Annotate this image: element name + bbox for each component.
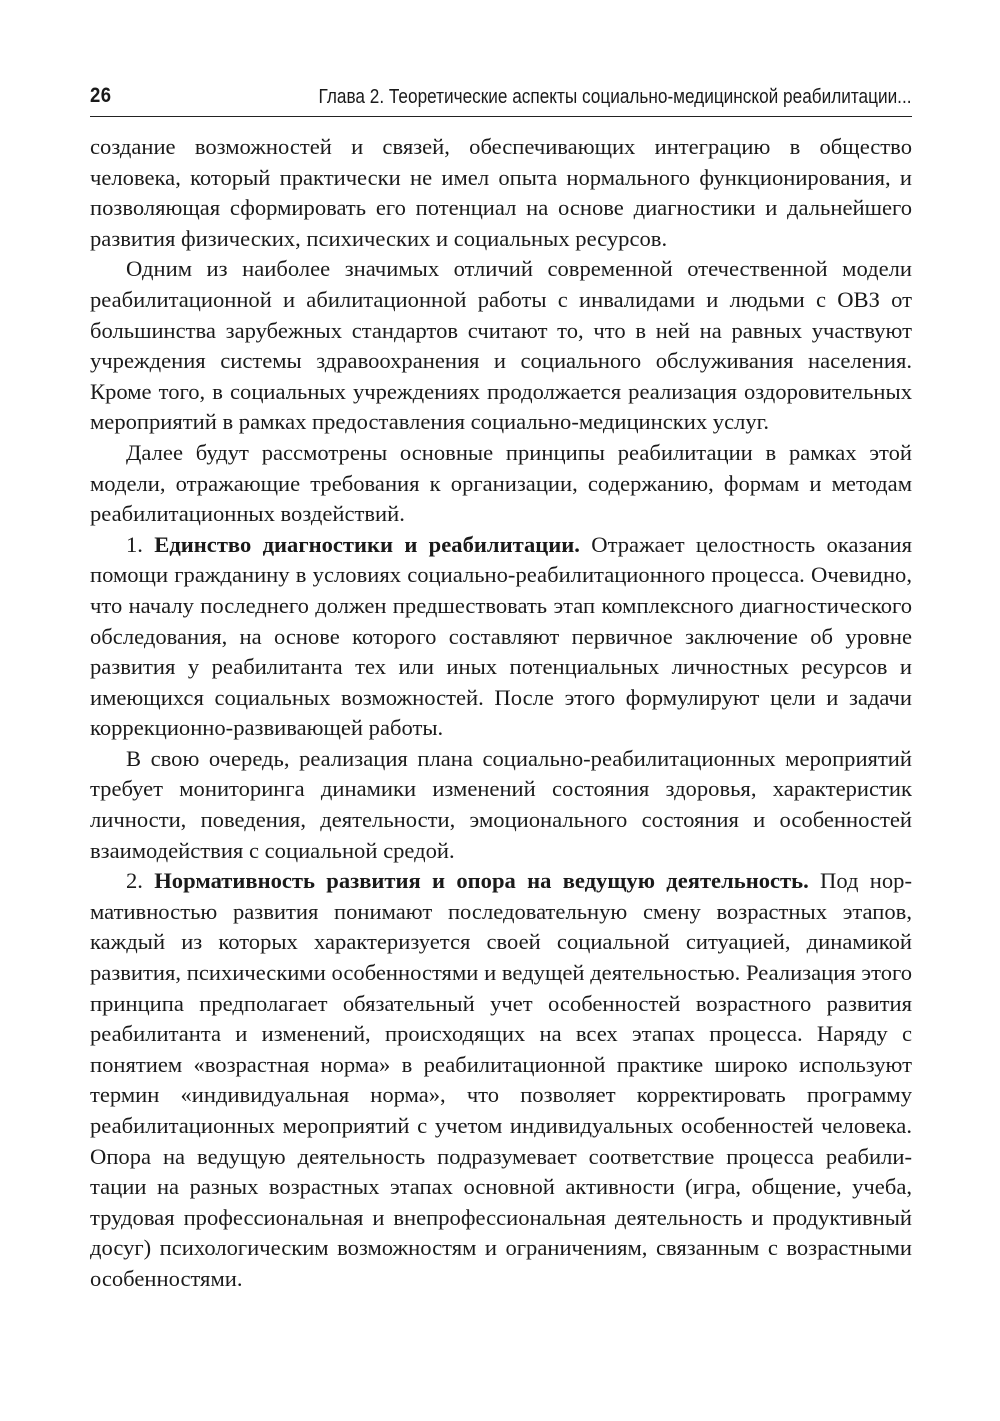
paragraph-text: Под нормативностью развития понимают последовательную смену возрастных этапов, каждый из которых характеризуется своей социальной ситуацией, динамикой развития, психическими особенностями и ведущей деятельностью. Реализация этого принципа предполагает обязательный учет особенностей возрастного развития реабилитанта и изменений, происходящих на всех этапах процесса. Наряду с понятием «возрастная норма» в реабилитационной практике широко используют термин «индивидуальная норма», что позволяет корректировать программу реабилитационных мероприятий с учетом индивидуальных особенностей человека. Опора на ведущую деятельность подразумевает соответствие процесса реабилитации на разных возрастных этапах основной активности (игра, общение, учеба, трудовая профессиональная и внепрофессиональная деятельность и продуктивный досуг) психологическим возможностям и ограничениям, связанным с возрастными особенностями.: [90, 868, 912, 1291]
page-number: 26: [90, 84, 112, 107]
running-head: [90, 84, 912, 117]
paragraph-text: Отражает целостность оказания помощи гражданину в условиях социально-реабилитационного процесса. Очевидно, что началу последнего должен предшествовать этап комплексного диагностического обследования, на основе которого составляют первичное заключение об уровне развития у реабилитанта тех или иных потенциальных личностных ресурсов и имеющихся социальных возможностей. После этого формулируют цели и задачи коррекционно-развивающей работы.: [90, 531, 913, 741]
principle-2-paragraph: [90, 866, 912, 1294]
principle-1-paragraph: [90, 530, 912, 744]
paragraph-text: создание возможностей и связей, обеспечивающих интеграцию в общество человека, который практически не имел опыта нормального функционирования, и позволяющая сформировать его потенциал на основе диагностики и дальнейшего развития физических, психических и социальных ресурсов.: [90, 134, 912, 251]
paragraph: [90, 744, 912, 866]
principle-number: 1.: [126, 531, 143, 557]
paragraph: [90, 438, 912, 530]
chapter-title: Глава 2. Теоретические аспекты социально-медицинской реабилитации...: [319, 86, 912, 108]
principle-term: Нормативность развития и опора на ведущую деятельность.: [154, 868, 809, 894]
body-text: [90, 132, 912, 1295]
principle-number: 2.: [126, 868, 143, 894]
paragraph-text: Одним из наиболее значимых отличий современной отечественной модели реабилитационной и абилитационной работы с инвалидами и людьми с ОВЗ от большинства зарубежных стандартов считают то, что в ней на равных участвуют учреждения системы здравоохранения и социального обслуживания населения. Кроме того, в социальных учреждениях продолжается реализация оздоровительных мероприятий в рамках предоставления социально-медицинских услуг.: [90, 256, 912, 435]
paragraph-text: Далее будут рассмотрены основные принципы реабилитации в рамках этой модели, отражающие требования к организации, содержанию, формам и методам реабилитационных воздействий.: [90, 439, 912, 527]
paragraph: [90, 254, 912, 438]
paragraph-continued: [90, 132, 912, 254]
principle-term: Единство диагностики и реабилитации.: [154, 531, 580, 557]
paragraph-text: В свою очередь, реализация плана социально-реабилитационных мероприятий требует мониторинга динамики изменений состояния здоровья, характеристик личности, поведения, деятельности, эмоционального состояния и особенностей взаимодействия с социальной средой.: [90, 745, 912, 863]
